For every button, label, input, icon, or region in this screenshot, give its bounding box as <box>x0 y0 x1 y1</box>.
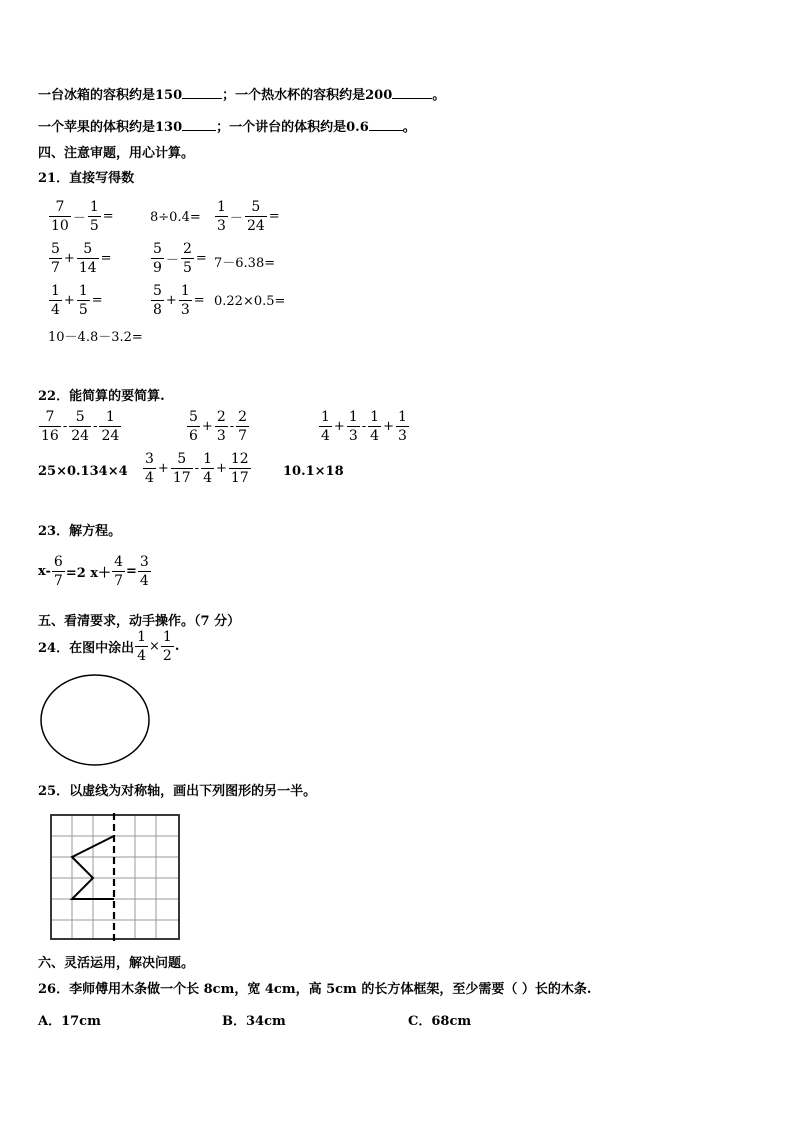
q22-expr-3: $\frac{1}{4}$ + $\frac{1}{3}$ - $\frac{1}{4}$ + $\frac{1}{3}$ <box>321 409 407 444</box>
q21-item-c: $\frac{1}{3}$ － $\frac{5}{24}$ = <box>217 199 280 234</box>
q21-item-i: 0.22×0.5= <box>214 294 286 309</box>
q23-equation: x- $\frac{6}{7}$ =2 x＋ $\frac{4}{7}$ = $\frac{3}{4}$ <box>38 554 149 589</box>
answer-blank[interactable] <box>182 86 222 99</box>
fill-line-2-text-a: 一个苹果的体积约是130 <box>38 120 183 135</box>
q21-item-h: $\frac{5}{8}$ + $\frac{1}{3}$ = <box>153 283 205 318</box>
q22-title: 22．能简算的要简算. <box>38 389 165 404</box>
q21-item-g: $\frac{1}{4}$ + $\frac{1}{5}$ = <box>51 283 103 318</box>
answer-blank[interactable] <box>392 86 432 99</box>
q21-item-d: $\frac{5}{7}$ + $\frac{5}{14}$ = <box>51 241 112 276</box>
fill-line-1-text-a: 一台冰箱的容积约是150 <box>38 88 183 103</box>
symmetry-grid[interactable] <box>46 810 184 944</box>
section-4-title: 四、注意审题，用心计算。 <box>38 146 195 161</box>
q22-expr-4: 25×0.134×4 <box>38 464 128 479</box>
section-6-title: 六、灵活运用，解决问题。 <box>38 956 195 971</box>
fill-line-1-text-c: 。 <box>432 88 446 103</box>
q21-item-e: $\frac{5}{9}$ － $\frac{2}{5}$ = <box>153 241 207 276</box>
q26-question: 26．李师傅用木条做一个长 8cm，宽 4cm，高 5cm 的长方体框架，至少需要（ ）长的木条. <box>38 982 592 997</box>
fill-line-2-text-b: ；一个讲台的体积约是0.6 <box>216 120 369 135</box>
fill-line-2-text-c: 。 <box>402 120 416 135</box>
option-b[interactable]: B．34cm <box>222 1014 286 1029</box>
q23-title: 23．解方程。 <box>38 524 122 539</box>
section-5-title: 五、看清要求，动手操作。（7 分） <box>38 614 241 629</box>
q22-expr-1: $\frac{7}{16}$ - $\frac{5}{24}$ - $\frac{1}{24}$ <box>41 409 120 444</box>
q24-title: 24．在图中涂出 $\frac{1}{4}$ × $\frac{1}{2}$ . <box>38 629 180 664</box>
q22-expr-6: 10.1×18 <box>283 464 344 479</box>
answer-blank[interactable] <box>369 118 403 131</box>
fill-line-1-text-b: ；一个热水杯的容积约是200 <box>222 88 393 103</box>
option-a[interactable]: A．17cm <box>38 1014 101 1029</box>
q21-title: 21．直接写得数 <box>38 171 135 186</box>
q21-item-f: 7－6.38= <box>214 256 276 271</box>
q21-item-j: 10－4.8－3.2= <box>48 330 143 345</box>
option-c[interactable]: C．68cm <box>408 1014 472 1029</box>
shading-circle[interactable] <box>38 673 154 767</box>
fill-line-1 <box>38 84 445 103</box>
q22-expr-5: $\frac{3}{4}$ + $\frac{5}{17}$ - $\frac{1}{4}$ + $\frac{12}{17}$ <box>145 451 249 486</box>
q25-title: 25．以虚线为对称轴，画出下列图形的另一半。 <box>38 784 317 799</box>
q21-item-b: 8÷0.4= <box>150 210 201 225</box>
answer-blank[interactable] <box>182 118 216 131</box>
q22-expr-2: $\frac{5}{6}$ + $\frac{2}{3}$ - $\frac{2}{7}$ <box>189 409 248 444</box>
q21-item-a: $\frac{7}{10}$ － $\frac{1}{5}$ = <box>51 199 114 234</box>
fill-line-2 <box>38 116 416 135</box>
